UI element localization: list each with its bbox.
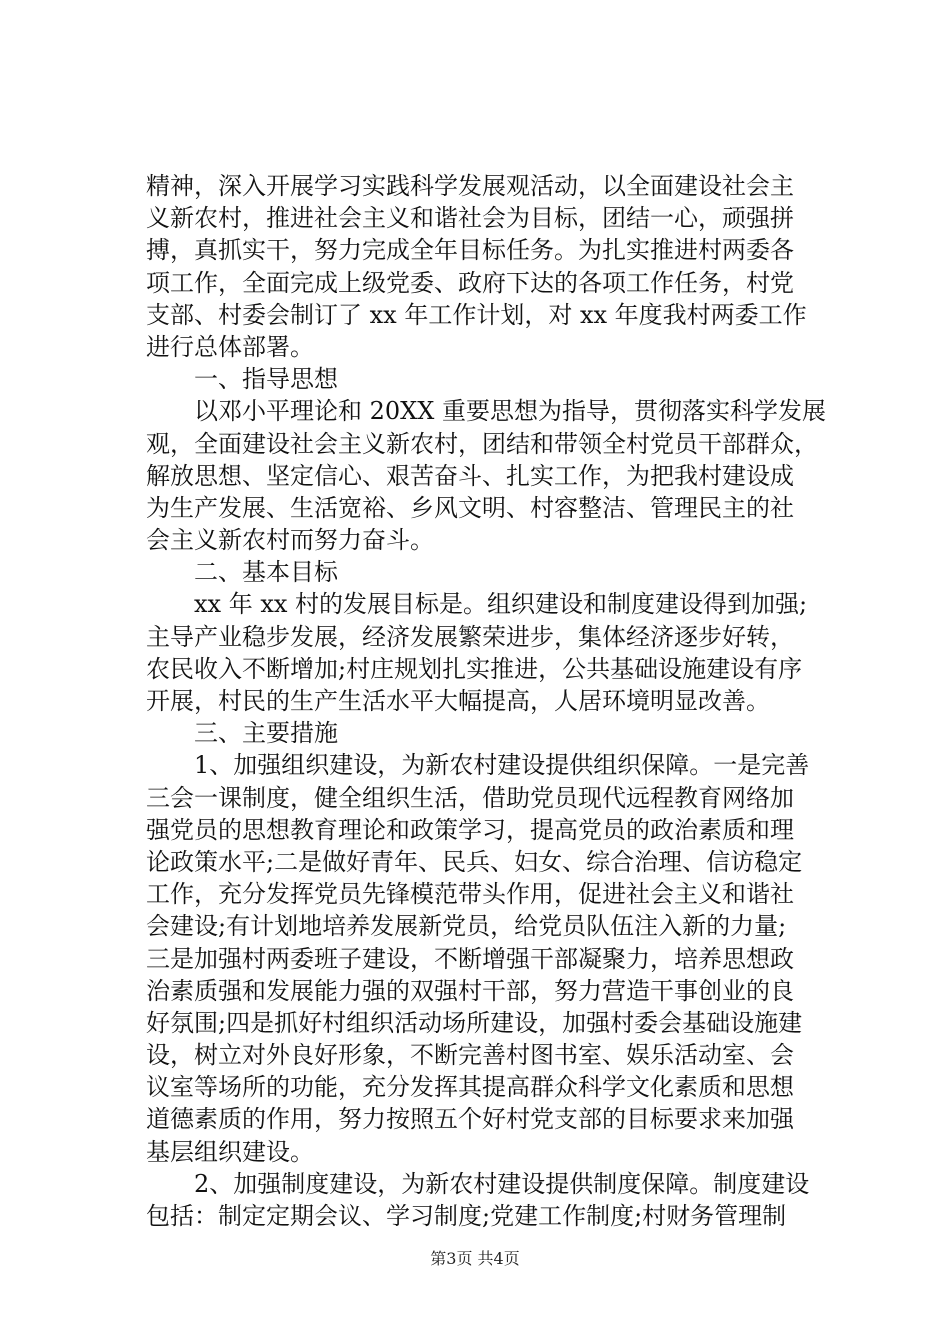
text-line: 主导产业稳步发展，经济发展繁荣进步，集体经济逐步好转， <box>146 622 794 651</box>
text-line: 工作，充分发挥党员先锋模范带头作用，促进社会主义和谐社 <box>146 880 794 909</box>
text-line: 以邓小平理论和 20XX 重要思想为指导，贯彻落实科学发展 <box>146 397 826 426</box>
text-line: 议室等场所的功能，充分发挥其提高群众科学文化素质和思想 <box>146 1073 794 1102</box>
text-line: 2、加强制度建设，为新农村建设提供制度保障。制度建设 <box>146 1169 810 1198</box>
text-line: 三是加强村两委班子建设，不断增强干部凝聚力，培养思想政 <box>146 944 794 973</box>
text-line: 搏，真抓实干，努力完成全年目标任务。为扎实推进村两委各 <box>146 236 794 265</box>
text-line: 一、指导思想 <box>146 365 338 394</box>
text-line: 论政策水平;二是做好青年、民兵、妇女、综合治理、信访稳定 <box>146 847 803 876</box>
text-line: 设，树立对外良好形象，不断完善村图书室、娱乐活动室、会 <box>146 1041 794 1070</box>
text-line: 项工作，全面完成上级党委、政府下达的各项工作任务，村党 <box>146 268 794 297</box>
text-line: 强党员的思想教育理论和政策学习，提高党员的政治素质和理 <box>146 815 794 844</box>
text-line: 治素质强和发展能力强的双强村干部，努力营造干事创业的良 <box>146 976 794 1005</box>
text-line: 道德素质的作用，努力按照五个好村党支部的目标要求来加强 <box>146 1105 794 1134</box>
text-line: 为生产发展、生活宽裕、乡风文明、村容整洁、管理民主的社 <box>146 493 794 522</box>
text-line: 精神，深入开展学习实践科学发展观活动，以全面建设社会主 <box>146 172 794 200</box>
text-line: 观，全面建设社会主义新农村，团结和带领全村党员干部群众， <box>146 429 818 458</box>
text-line: 解放思想、坚定信心、艰苦奋斗、扎实工作，为把我村建设成 <box>146 461 794 490</box>
text-line: xx 年 xx 村的发展目标是。组织建设和制度建设得到加强; <box>146 590 808 619</box>
text-line: 会主义新农村而努力奋斗。 <box>146 526 434 555</box>
text-line: 1、加强组织建设，为新农村建设提供组织保障。一是完善 <box>146 751 810 780</box>
page-footer: 第3页 共4页 <box>430 1249 520 1268</box>
text-line: 开展，村民的生产生活水平大幅提高，人居环境明显改善。 <box>146 687 770 715</box>
text-line: 义新农村，推进社会主义和谐社会为目标，团结一心，顽强拼 <box>146 204 794 233</box>
text-line: 进行总体部署。 <box>146 332 314 361</box>
text-line: 支部、村委会制订了 xx 年工作计划，对 xx 年度我村两委工作 <box>146 300 807 329</box>
document-body <box>146 170 846 1232</box>
text-line: 好氛围;四是抓好村组织活动场所建设，加强村委会基础设施建 <box>146 1008 803 1037</box>
text-line: 包括：制定定期会议、学习制度;党建工作制度;村财务管理制 <box>146 1202 787 1230</box>
text-line: 农民收入不断增加;村庄规划扎实推进，公共基础设施建设有序 <box>146 654 803 683</box>
text-line: 三会一课制度，健全组织生活，借助党员现代远程教育网络加 <box>146 783 794 812</box>
text-line: 二、基本目标 <box>146 558 338 587</box>
text-line: 会建设;有计划地培养发展新党员，给党员队伍注入新的力量; <box>146 912 787 941</box>
text-line: 三、主要措施 <box>146 719 338 748</box>
text-line: 基层组织建设。 <box>146 1137 314 1166</box>
